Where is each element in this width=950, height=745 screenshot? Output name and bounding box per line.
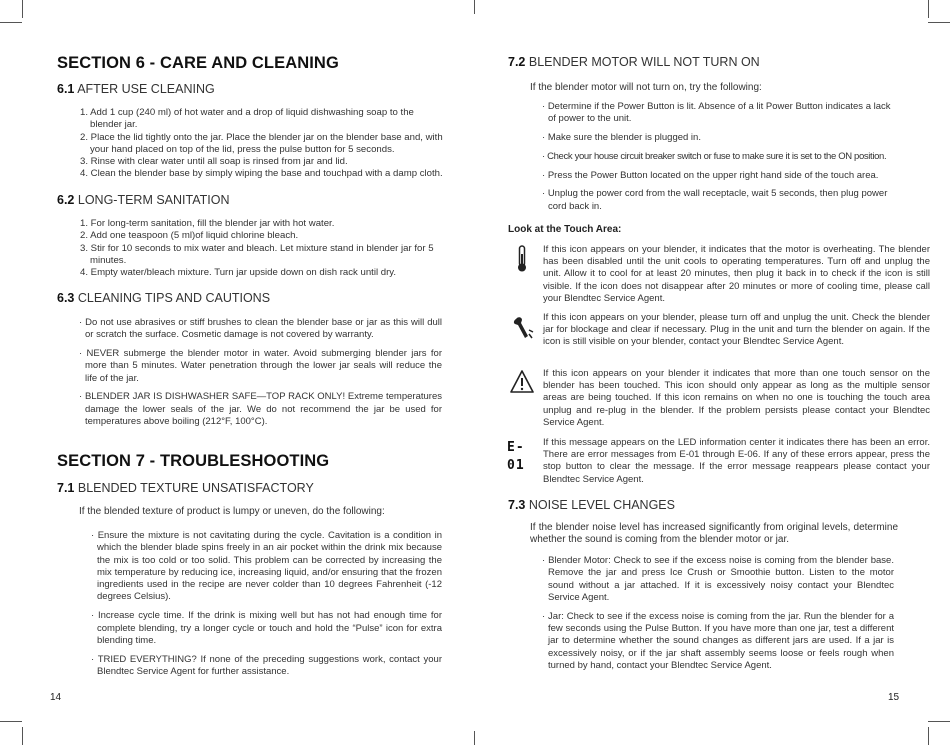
subsection-title: CLEANING TIPS AND CAUTIONS: [77, 291, 271, 305]
list-item: 1. For long-term sanitation, fill the blender jar with hot water.: [80, 218, 335, 229]
subsection-7-2-heading: [508, 55, 760, 69]
subsection-title: AFTER USE CLEANING: [77, 82, 215, 96]
subsection-title: BLENDED TEXTURE UNSATISFACTORY: [77, 481, 314, 495]
thermometer-icon: [507, 244, 539, 274]
motor-checks-list: [542, 101, 897, 220]
noise-checks-list: [542, 555, 894, 679]
motor-intro: If the blender motor will not turn on, try the following:: [530, 82, 762, 93]
list-item: 4. Clean the blender base by simply wiping the base and touchpad with a damp cloth.: [80, 168, 443, 180]
subsection-number: 6.2: [57, 193, 75, 207]
list-item: 3. Rinse with clear water until all soap is rinsed from jar and lid.: [80, 156, 348, 168]
page-number: 14: [50, 692, 62, 703]
multi-touch-icon-row: [507, 368, 930, 432]
warning-triangle-icon: [507, 368, 539, 398]
subsection-number: 7.1: [57, 481, 75, 495]
list-item: · Jar: Check to see if the excess noise is coming from the jar. Run the blender for a few seconds using the Pulse Button. If you have more than one jar, test a different jar to determine whether the sound changes as different jars are used. If a jar is excessively noisy, or if the jar shaft assembly seems loose or feels rough when turned by hand, contact your Blendtec Service Agent.: [542, 611, 894, 672]
subsection-title: NOISE LEVEL CHANGES: [528, 498, 675, 512]
list-item: · NEVER submerge the blender motor in water. Avoid submerging blender jars for more than 5 minutes. Water penetration through the lower jar seals will reduce the life of the jar.: [79, 348, 442, 385]
list-item: · Determine if the Power Button is lit. Absence of a lit Power Button indicates a lack of power to the unit.: [542, 101, 897, 126]
error-code-icon: [507, 438, 539, 473]
list-item: · Press the Power Button located on the upper right hand side of the touch area.: [542, 170, 897, 182]
subsection-number: 6.1: [57, 82, 75, 96]
list-item: · Ensure the mixture is not cavitating during the cycle. Cavitation is a condition in which the blender blade spins freely in an air pocket within the drink mix because the mix is too cold or too solid. This problem can be corrected by increasing the mix temperature by reducing ice, increasing liquid, and/or ensuring that the frozen ingredients used in the recipe are never colder than 10 degrees Fahrenheit (-12 degrees Celsius).: [91, 530, 442, 604]
blade-jam-icon: [507, 312, 539, 342]
cleaning-tips-list: [79, 317, 442, 435]
long-term-sanitation-steps: [80, 218, 443, 279]
list-item: · Make sure the blender is plugged in.: [542, 132, 897, 144]
right-page: [475, 0, 950, 745]
error-code-description: If this message appears on the LED information center it indicates there has been an error. There are error messages from E-01 through E-06. If any of these errors appear, press the stop button to clear the message. If the error message reappears please contact your Blendtec Service Agent.: [543, 437, 930, 485]
section-6-title: SECTION 6 - CARE AND CLEANING: [57, 54, 339, 72]
error-code-icon-row: [507, 437, 930, 489]
list-item: 3. Stir for 10 seconds to mix water and bleach. Let mixture stand in blender jar for 5 minutes.: [80, 242, 434, 266]
subsection-title: LONG-TERM SANITATION: [77, 193, 230, 207]
texture-fixes-list: [91, 530, 442, 685]
list-item: 2. Add one teaspoon (5 ml)of liquid chlorine bleach.: [80, 230, 299, 242]
blockage-description: If this icon appears on your blender, please turn off and unplug the unit. Check the blender jar for blockage and clear if necessary. Plug in the unit and turn the blender on again. If the icon is still visible on your blender, contact your Blendtec Service Agent.: [543, 312, 930, 348]
overheat-description: If this icon appears on your blender, it indicates that the motor is overheating. The blender has been disabled until the unit cools to operating temperatures. Turn off and unplug the unit. Allow it to cool for at least 20 minutes, then plug it back in to check if the icon is still visible. If the icon does not disappear after 20 minutes or more of cooling time, please call your Blendtec Service Agent.: [543, 244, 930, 304]
section-7-title: SECTION 7 - TROUBLESHOOTING: [57, 452, 330, 470]
list-item: · Check your house circuit breaker switch or fuse to make sure it is set to the ON position.: [542, 151, 897, 163]
overheat-icon-row: [507, 244, 930, 308]
list-item: · Unplug the power cord from the wall receptacle, wait 5 seconds, then plug power cord back in.: [542, 188, 897, 213]
list-item: · Blender Motor: Check to see if the excess noise is coming from the blender base. Remove the jar and press Ice Crush or Smoothie button. Listen to the motor sound without a jar attached. If it is excessively noisy contact your Blendtec Service Agent.: [542, 555, 894, 604]
subsection-7-3-heading: [508, 498, 675, 512]
touch-area-label: Look at the Touch Area:: [508, 224, 622, 235]
error-code-label: E-01: [507, 440, 525, 473]
list-item: 1. Add 1 cup (240 ml) of hot water and a drop of liquid dishwashing soap to the blender jar.: [80, 107, 414, 131]
blockage-icon-row: [507, 312, 930, 364]
subsection-6-2-heading: [57, 193, 230, 207]
noise-intro: If the blender noise level has increased significantly from original levels, determine whether the sound is coming from the blender motor or jar.: [530, 522, 898, 546]
subsection-number: 6.3: [57, 291, 75, 305]
subsection-6-3-heading: [57, 291, 270, 305]
list-item: · Do not use abrasives or stiff brushes to clean the blender base or jar as this will dull or scratch the surface. Cosmetic damage is not covered by warranty.: [79, 317, 442, 342]
list-item: · TRIED EVERYTHING? If none of the preceding suggestions work, contact your Blendtec Service Agent for further assistance.: [91, 654, 442, 679]
list-item: · Increase cycle time. If the drink is mixing well but has not had enough time for complete blending, try a longer cycle or touch and hold the “Pulse” icon for extra blending time.: [91, 610, 442, 647]
subsection-number: 7.3: [508, 498, 526, 512]
texture-intro: If the blended texture of product is lumpy or uneven, do the following:: [79, 506, 385, 517]
subsection-number: 7.2: [508, 55, 526, 69]
page-number: 15: [888, 692, 900, 703]
after-use-cleaning-steps: [80, 107, 443, 181]
subsection-title: BLENDER MOTOR WILL NOT TURN ON: [528, 55, 760, 69]
list-item: · BLENDER JAR IS DISHWASHER SAFE—TOP RACK ONLY! Extreme temperatures damage the lower seals of the jar. We do not recommend the jar be used for temperatures above boiling (212°F, 100°C).: [79, 391, 442, 428]
list-item: 2. Place the lid tightly onto the jar. Place the blender jar on the blender base and, with your hand placed on top of the lid, press the pulse button for 5 seconds.: [80, 131, 443, 155]
subsection-7-1-heading: [57, 481, 314, 495]
list-item: 4. Empty water/bleach mixture. Turn jar upside down on dish rack until dry.: [80, 267, 397, 279]
multi-touch-description: If this icon appears on your blender it indicates that more than one touch sensor on the blender has been touched. This icon should only appear as long as the multiple sensor areas are being touched. If this icon remains on when no one is touching the touch area unplug and re-plug in the blender. If the problem persists please contact your Blendtec Service Agent.: [543, 368, 930, 428]
subsection-6-1-heading: [57, 82, 215, 96]
